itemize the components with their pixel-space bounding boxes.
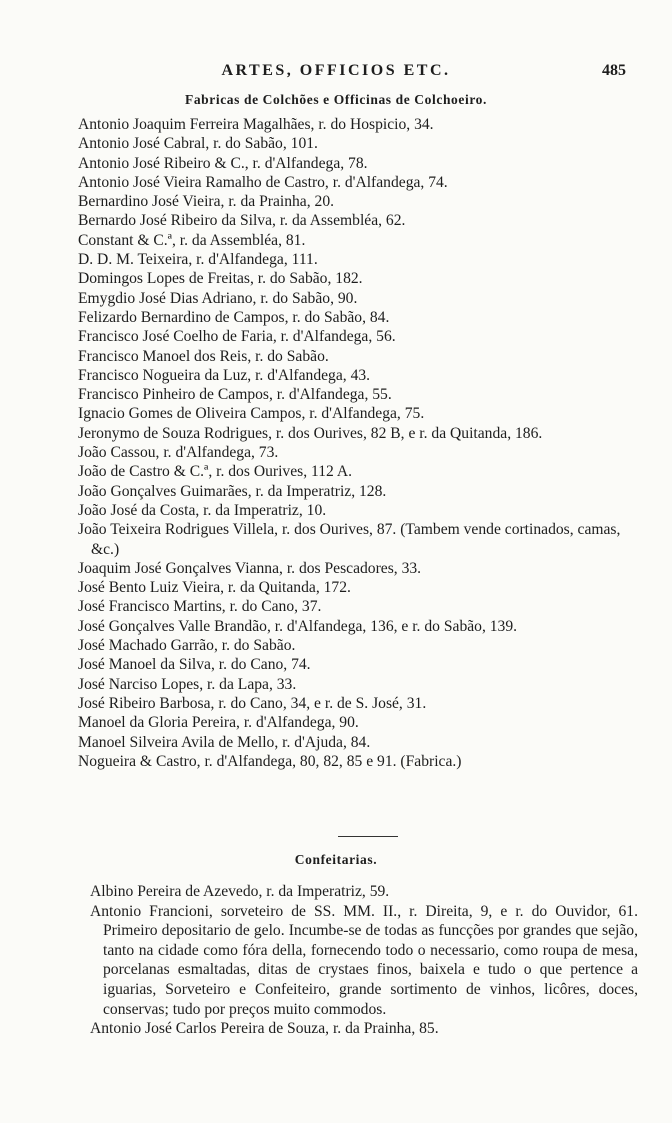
section-divider xyxy=(338,836,398,837)
list-item: José Bento Luiz Vieira, r. da Quitanda, 172. xyxy=(78,579,351,597)
list-item: Antonio José Carlos Pereira de Souza, r. da Prainha, 85. xyxy=(90,1020,439,1038)
list-item: Francisco Nogueira da Luz, r. d'Alfandega, 43. xyxy=(78,366,371,384)
list-item: José Gonçalves Valle Brandão, r. d'Alfandega, 136, e r. do Sabão, 139. xyxy=(78,617,518,635)
section-title-colchoes: Fabricas de Colchões e Officinas de Colchoeiro. xyxy=(184,92,488,107)
list-item: João Gonçalves Guimarães, r. da Imperatriz, 128. xyxy=(78,482,387,500)
list-item: Francisco Manoel dos Reis, r. do Sabão. xyxy=(78,347,329,365)
list-item: José Narciso Lopes, r. da Lapa, 33. xyxy=(78,675,297,693)
list-item: Francisco José Coelho de Faria, r. d'Alfandega, 56. xyxy=(78,328,396,346)
list-item: Bernardo José Ribeiro da Silva, r. da Assembléa, 62. xyxy=(78,212,406,230)
list-item: Antonio José Cabral, r. do Sabão, 101. xyxy=(78,135,318,153)
list-item: Nogueira & Castro, r. d'Alfandega, 80, 82, 85 e 91. (Fabrica.) xyxy=(78,752,462,770)
list-item: João Teixeira Rodrigues Villela, r. dos Ourives, 87. (Tambem vende cortinados, camas, &c.) xyxy=(78,521,621,558)
list-item: Manoel da Gloria Pereira, r. d'Alfandega, 90. xyxy=(78,714,359,732)
list-item: José Manoel da Silva, r. do Cano, 74. xyxy=(78,656,311,674)
list-item: Antonio José Vieira Ramalho de Castro, r. d'Alfandega, 74. xyxy=(78,173,448,191)
list-item: José Ribeiro Barbosa, r. do Cano, 34, e r. de S. José, 31. xyxy=(78,694,427,712)
list-item: José Francisco Martins, r. do Cano, 37. xyxy=(78,598,322,616)
directory-list-confeitarias xyxy=(90,882,638,1039)
list-item: Constant & C.ª, r. da Assembléa, 81. xyxy=(78,231,306,249)
directory-list-colchoes xyxy=(78,115,634,771)
list-item: Joaquim José Gonçalves Vianna, r. dos Pescadores, 33. xyxy=(78,559,422,577)
list-item: Bernardino José Vieira, r. da Prainha, 20. xyxy=(78,193,335,211)
list-item: Francisco Pinheiro de Campos, r. d'Alfandega, 55. xyxy=(78,386,392,404)
list-item: João José da Costa, r. da Imperatriz, 10. xyxy=(78,501,327,519)
list-item: Jeronymo de Souza Rodrigues, r. dos Ourives, 82 B, e r. da Quitanda, 186. xyxy=(78,424,543,442)
list-item: Antonio Joaquim Ferreira Magalhães, r. do Hospicio, 34. xyxy=(78,116,434,133)
list-item: João de Castro & C.ª, r. dos Ourives, 112 A. xyxy=(78,463,353,481)
list-item: Albino Pereira de Azevedo, r. da Imperatriz, 59. xyxy=(90,883,390,900)
list-item: José Machado Garrão, r. do Sabão. xyxy=(78,637,296,655)
list-item: D. D. M. Teixeira, r. d'Alfandega, 111. xyxy=(78,251,318,269)
list-item: Domingos Lopes de Freitas, r. do Sabão, 182. xyxy=(78,270,363,288)
list-item: Manoel Silveira Avila de Mello, r. d'Ajuda, 84. xyxy=(78,733,371,751)
page-number: 485 xyxy=(602,62,626,79)
list-item: João Cassou, r. d'Alfandega, 73. xyxy=(78,444,279,462)
list-item: Ignacio Gomes de Oliveira Campos, r. d'Alfandega, 75. xyxy=(78,405,425,423)
section-title-confeitarias: Confeitarias. xyxy=(294,852,378,867)
list-item: Felizardo Bernardino de Campos, r. do Sabão, 84. xyxy=(78,308,390,326)
list-item: Emygdio José Dias Adriano, r. do Sabão, 90. xyxy=(78,289,358,307)
list-item: Antonio Francioni, sorveteiro de SS. MM. II., r. Direita, 9, e r. do Ouvidor, 61. Primeiro depositario de gelo. Incumbe-se de todas as funcções por grandes que sejão, tanto na cidade como fóra della, fornecendo todo o necessario, como roupa de mesa, porcelanas esmaltadas, ditas de crystaes finos, baixela e tudo o que pertence a iguarias, Sorveteiro e Confeiteiro, grande sortimento de vinhos, licôres, doces, conservas; tudo por preços muito commodos. xyxy=(90,902,638,1018)
running-title: ARTES, OFFICIOS ETC. xyxy=(221,62,451,79)
list-item: Antonio José Ribeiro & C., r. d'Alfandega, 78. xyxy=(78,154,368,172)
